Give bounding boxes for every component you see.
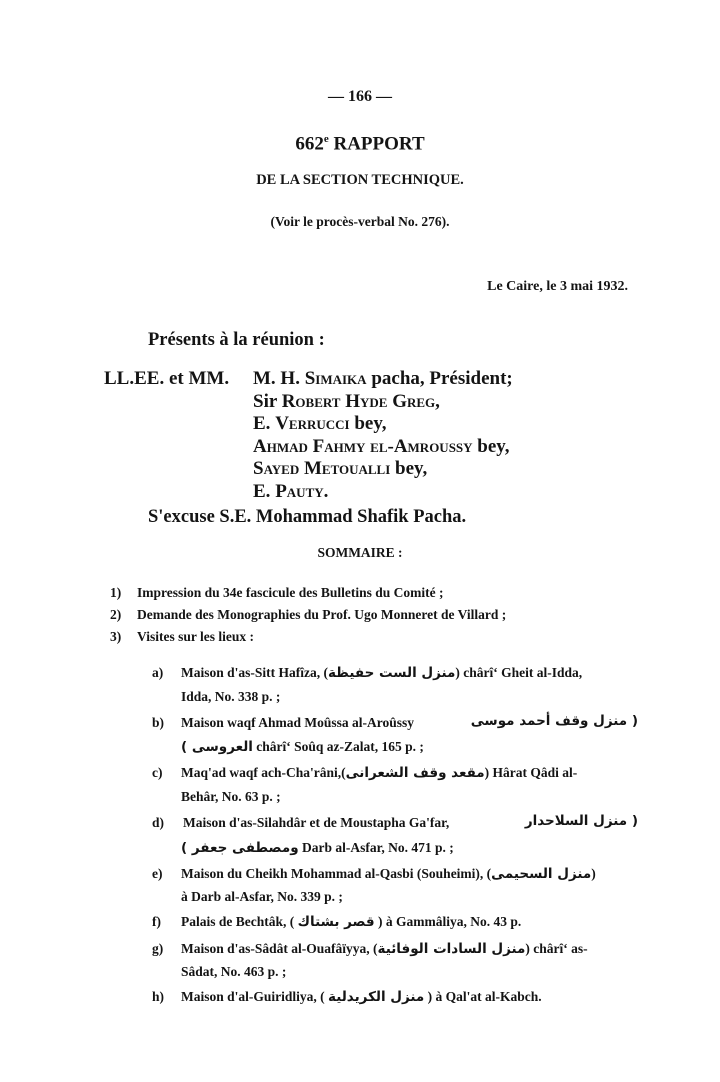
- excuse-line: S'excuse S.E. Mohammad Shafik Pacha.: [148, 507, 467, 527]
- arabic-text: ومصطفى جعفر ): [181, 840, 299, 856]
- arabic-text: منزل الست حفيظة: [328, 665, 456, 681]
- verbal-reference: (Voir le procès-verbal No. 276).: [270, 214, 450, 229]
- visit-line: العروسى ) chârî‘ Soûq az-Zalat, 165 p. ;: [181, 739, 424, 755]
- visit-line: Maison d'al-Guiridliya, ( منزل الكريدلية ) à Qal'at al-Kabch.: [181, 989, 542, 1005]
- report-title-superscript: e: [323, 133, 329, 145]
- report-title-number: 662: [295, 133, 324, 155]
- visit-line: Maison waqf Ahmad Moûssa al-Aroûssy: [181, 715, 415, 730]
- summary-heading: SOMMAIRE :: [317, 545, 403, 560]
- members-list: [253, 368, 513, 503]
- visit-letter: a): [152, 665, 164, 680]
- visit-line: ومصطفى جعفر ) Darb al-Asfar, No. 471 p. ;: [181, 840, 454, 856]
- arabic-text: منزل السحيمى: [491, 866, 592, 882]
- arabic-text: منزل السادات الوفائية: [377, 941, 526, 957]
- report-title-word: RAPPORT: [333, 133, 425, 155]
- visit-letter: d): [152, 815, 165, 830]
- visit-line: Maq'ad waqf ach-Cha'râni,(مقعد وقف الشعرانى) Hârat Qâdi al-: [181, 765, 578, 781]
- visit-line: Maison d'as-Sâdât al-Ouafâïyya, (منزل السادات الوفائية) chârî‘ as-: [181, 941, 588, 957]
- summary-item-text: Impression du 34e fascicule des Bulletins du Comité ;: [137, 585, 444, 600]
- summary-item: [110, 585, 444, 601]
- arabic-text: ( منزل السلاحدار: [524, 813, 638, 829]
- member-row: E. Verrucci bey,: [253, 413, 387, 434]
- arabic-text: منزل الكريدلية: [328, 989, 425, 1005]
- visit-line: Maison d'as-Sitt Hafîza, (منزل الست حفيظة) chârî‘ Gheit al-Idda,: [181, 665, 583, 681]
- summary-item-number: 2): [110, 607, 122, 622]
- visit-line: à Darb al-Asfar, No. 339 p. ;: [181, 889, 343, 904]
- visit-letter: g): [152, 941, 164, 956]
- visit-line: Palais de Bechtâk, ( قصر بشتاك ) à Gammâliya, No. 43 p.: [181, 914, 522, 930]
- member-row: Ahmad Fahmy el-Amroussy bey,: [253, 435, 510, 457]
- visit-line: Sâdat, No. 463 p. ;: [181, 964, 287, 979]
- member-row: Sir Robert Hyde Greg,: [253, 390, 440, 412]
- place-date: Le Caire, le 3 mai 1932.: [487, 279, 628, 294]
- arabic-text: ( منزل وقف أحمد موسى: [470, 713, 638, 729]
- page-number: — 166 —: [328, 88, 392, 105]
- member-row: M. H. Simaika pacha, Président;: [253, 368, 513, 389]
- visit-letter: f): [152, 914, 161, 929]
- arabic-text: مقعد وقف الشعرانى: [345, 765, 485, 781]
- summary-item-text: Demande des Monographies du Prof. Ugo Monneret de Villard ;: [137, 607, 507, 622]
- summary-item-text: Visites sur les lieux :: [137, 629, 254, 644]
- summary-item-number: 1): [110, 585, 122, 600]
- arabic-text: العروسى ): [181, 739, 253, 755]
- visit-letter: e): [152, 866, 163, 881]
- summary-item-number: 3): [110, 629, 122, 644]
- visit-line: Idda, No. 338 p. ;: [181, 689, 281, 704]
- summary-item: [110, 629, 254, 645]
- visit-line: Behâr, No. 63 p. ;: [181, 789, 281, 804]
- visit-letter: h): [152, 989, 165, 1004]
- member-row: Sayed Metoualli bey,: [253, 458, 428, 479]
- members-label: LL.EE. et MM.: [104, 368, 230, 389]
- presents-heading: Présents à la réunion :: [148, 330, 325, 350]
- visit-line: Maison du Cheikh Mohammad al-Qasbi (Souheimi), (منزل السحيمى): [181, 866, 596, 882]
- visit-line: Maison d'as-Silahdâr et de Moustapha Ga'far,: [183, 815, 450, 830]
- visit-letter: b): [152, 715, 165, 730]
- member-row: E. Pauty.: [253, 480, 329, 502]
- section-line: DE LA SECTION TECHNIQUE.: [256, 172, 464, 188]
- report-title: [0, 133, 720, 155]
- summary-item: [110, 607, 507, 623]
- visit-letter: c): [152, 765, 163, 780]
- arabic-text: قصر بشتاك: [297, 914, 375, 930]
